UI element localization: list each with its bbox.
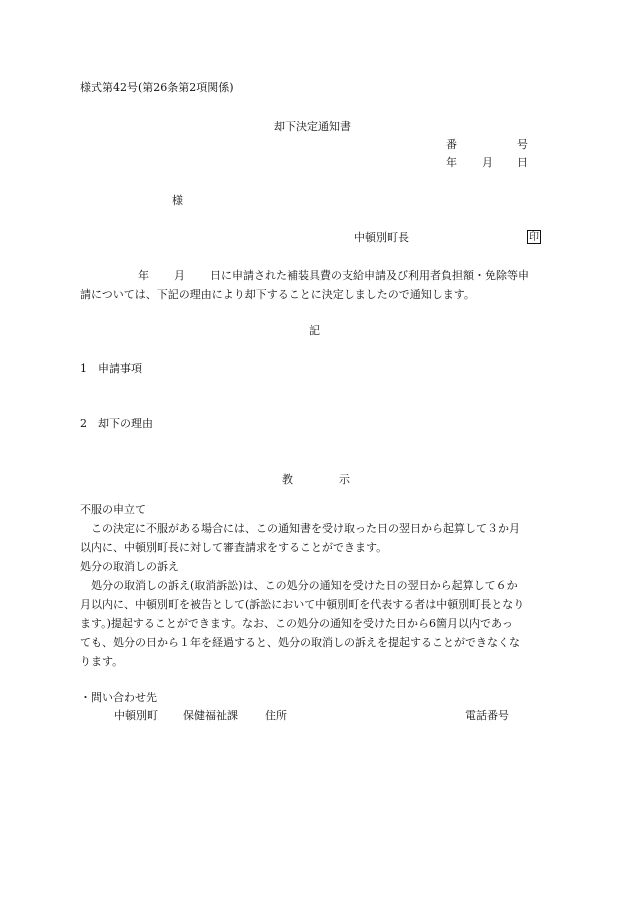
recipient-suffix: 様 xyxy=(172,194,183,207)
lawsuit-heading: 処分の取消しの訴え xyxy=(80,560,179,573)
document-title: 却下決定通知書 xyxy=(274,120,351,133)
body-line-1: 日に申請された補装具費の支給申請及び利用者負担額・免除等申 xyxy=(210,269,529,282)
item-number: 1 xyxy=(80,362,87,375)
body-year-label: 年 xyxy=(138,269,149,282)
appeal-line: 以内に、中頓別町長に対して審査請求をすることができます。 xyxy=(80,541,388,554)
item-label: 申請事項 xyxy=(98,362,142,375)
kyoji-heading-left: 教 xyxy=(282,473,293,486)
body-month-label: 月 xyxy=(174,269,185,282)
contact-address-label: 住所 xyxy=(265,709,287,722)
lawsuit-line: 月以内に、中頓別町を被告として(訴訟において中頓別町を代表する者は中頓別町長となり xyxy=(80,598,525,611)
ki-heading: 記 xyxy=(309,324,320,337)
appeal-heading: 不服の申立て xyxy=(80,503,146,516)
item-label: 却下の理由 xyxy=(98,417,153,430)
date-day-label: 日 xyxy=(517,156,528,169)
issuer-name: 中頓別町長 xyxy=(354,231,409,244)
lawsuit-line: ても、処分の日から１年を経過すると、処分の取消しの訴えを提起することができなくな xyxy=(80,636,520,649)
date-month-label: 月 xyxy=(482,156,493,169)
item-number: 2 xyxy=(80,417,87,430)
lawsuit-line: ります。 xyxy=(80,655,124,668)
number-label-left: 番 xyxy=(446,138,457,151)
appeal-line: この決定に不服がある場合には、この通知書を受け取った日の翌日から起算して３か月 xyxy=(91,522,520,535)
lawsuit-line: 処分の取消しの訴え(取消訴訟)は、この処分の通知を受けた日の翌日から起算して６か xyxy=(91,579,518,592)
date-year-label: 年 xyxy=(446,156,457,169)
body-line-2: 請については、下記の理由により却下することに決定しましたので通知します。 xyxy=(80,288,475,301)
seal-mark: 印 xyxy=(529,232,539,243)
contact-phone-label: 電話番号 xyxy=(465,709,509,722)
form-number: 様式第42号(第26条第2項関係) xyxy=(80,81,234,94)
lawsuit-line: ます。)提起することができます。なお、この処分の通知を受けた日から6箇月以内であっ xyxy=(80,617,513,630)
kyoji-heading-right: 示 xyxy=(339,473,350,486)
contact-town: 中頓別町 xyxy=(114,709,158,722)
contact-department: 保健福祉課 xyxy=(183,709,238,722)
contact-heading: ・問い合わせ先 xyxy=(80,691,157,704)
number-label-right: 号 xyxy=(517,138,528,151)
